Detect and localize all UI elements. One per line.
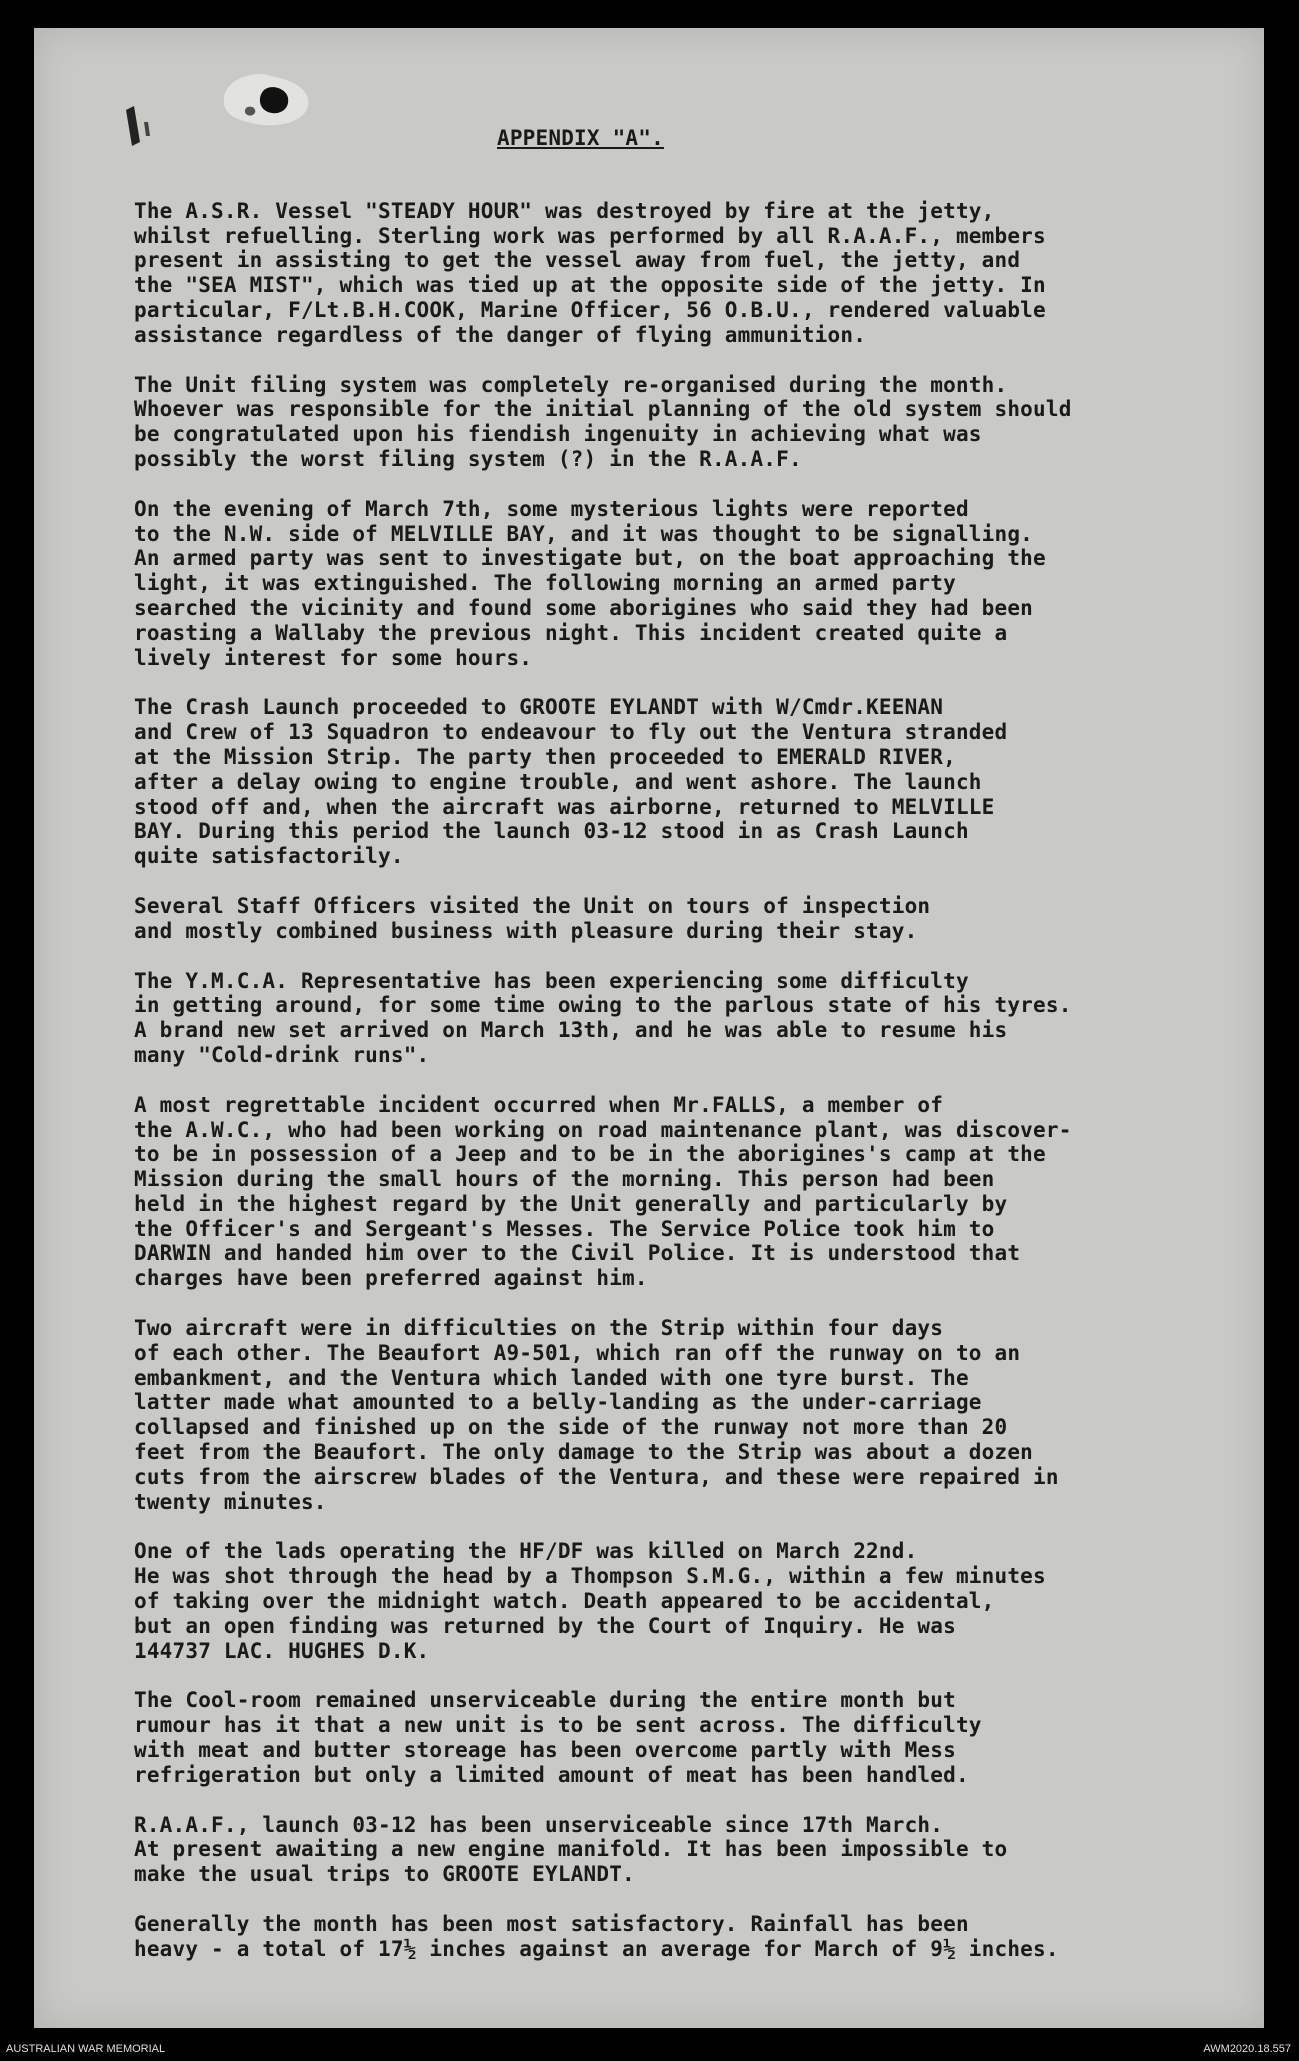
- paragraph: The Crash Launch proceeded to GROOTE EYLANDT with W/Cmdr.KEENAN and Crew of 13 Squadron to endeavour to fly out the Ventura stranded at the Mission Strip. The party then proceeded to EMERALD RIVER, after a delay owing to engine trouble, and went ashore. The launch stood off and, when the aircraft was airborne, returned to MELVILLE BAY. During this period the launch 03-12 stood in as Crash Launch quite satisfactorily.: [134, 695, 1008, 869]
- paragraph: Generally the month has been most satisfactory. Rainfall has been heavy - a total of 17½ inches against an average for March of 9½ inches.: [134, 1912, 1059, 1961]
- document-body: [134, 96, 1254, 1987]
- appendix-title-text: APPENDIX "A".: [497, 126, 664, 150]
- paragraph: Two aircraft were in difficulties on the Strip within four days of each other. The Beaufort A9-501, which ran off the runway on to an embankment, and the Ventura which landed with one tyre burst. The latter made what amounted to a belly-landing as the under-carriage collapsed and finished up on the side of the runway not more than 20 feet from the Beaufort. The only damage to the Strip was about a dozen cuts from the airscrew blades of the Ventura, and these were repaired in twenty minutes.: [134, 1316, 1059, 1514]
- paragraph: The Y.M.C.A. Representative has been experiencing some difficulty in getting around, for some time owing to the parlous state of his tyres. A brand new set arrived on March 13th, and he was able to resume his many "Cold-drink runs".: [134, 968, 1072, 1067]
- appendix-title: [134, 126, 1254, 151]
- paragraph: The Cool-room remained unserviceable during the entire month but rumour has it that a new unit is to be sent across. The difficulty with meat and butter storeage has been overcome partly with Mess refrigeration but only a limited amount of meat has been handled.: [134, 1688, 982, 1787]
- paragraph: The Unit filing system was completely re-organised during the month. Whoever was responsible for the initial planning of the old system should be congratulated upon his fiendish ingenuity in achieving what was possibly the worst filing system (?) in the R.A.A.F.: [134, 372, 1072, 471]
- paragraph: Several Staff Officers visited the Unit on tours of inspection and mostly combined business with pleasure during their stay.: [134, 893, 931, 943]
- paragraph: R.A.A.F., launch 03-12 has been unserviceable since 17th March. At present awaiting a new engine manifold. It has been impossible to make the usual trips to GROOTE EYLANDT.: [134, 1812, 1008, 1887]
- footer-accession-number: AWM2020.18.557: [1203, 2043, 1291, 2055]
- document-page: [34, 28, 1264, 2028]
- footer-credit: AUSTRALIAN WAR MEMORIAL: [6, 2043, 166, 2055]
- paragraph: On the evening of March 7th, some mysterious lights were reported to the N.W. side of MELVILLE BAY, and it was thought to be signalling. An armed party was sent to investigate but, on the boat approaching the light, it was extinguished. The following morning an armed party searched the vicinity and found some aborigines who said they had been roasting a Wallaby the previous night. This incident created quite a lively interest for some hours.: [134, 496, 1046, 670]
- paragraphs: [134, 199, 1254, 1962]
- paragraph: One of the lads operating the HF/DF was killed on March 22nd. He was shot through the head by a Thompson S.M.G., within a few minutes of taking over the midnight watch. Death appeared to be accidental, but an open finding was returned by the Court of Inquiry. He was 144737 LAC. HUGHES D.K.: [134, 1539, 1046, 1663]
- paragraph: The A.S.R. Vessel "STEADY HOUR" was destroyed by fire at the jetty, whilst refuelling. Sterling work was performed by all R.A.A.F., members present in assisting to get the vessel away from fuel, the jetty, and the "SEA MIST", which was tied up at the opposite side of the jetty. In particular, F/Lt.B.H.COOK, Marine Officer, 56 O.B.U., rendered valuable assistance regardless of the danger of flying ammunition.: [134, 198, 1046, 347]
- paragraph: A most regrettable incident occurred when Mr.FALLS, a member of the A.W.C., who had been working on road maintenance plant, was discover- to be in possession of a Jeep and to be in the aborigines's camp at the Mission during the small hours of the morning. This person had been held in the highest regard by the Unit generally and particularly by the Officer's and Sergeant's Messes. The Service Police took him to DARWIN and handed him over to the Civil Police. It is understood that charges have been preferred against him.: [134, 1092, 1072, 1291]
- footer: [0, 2027, 1299, 2061]
